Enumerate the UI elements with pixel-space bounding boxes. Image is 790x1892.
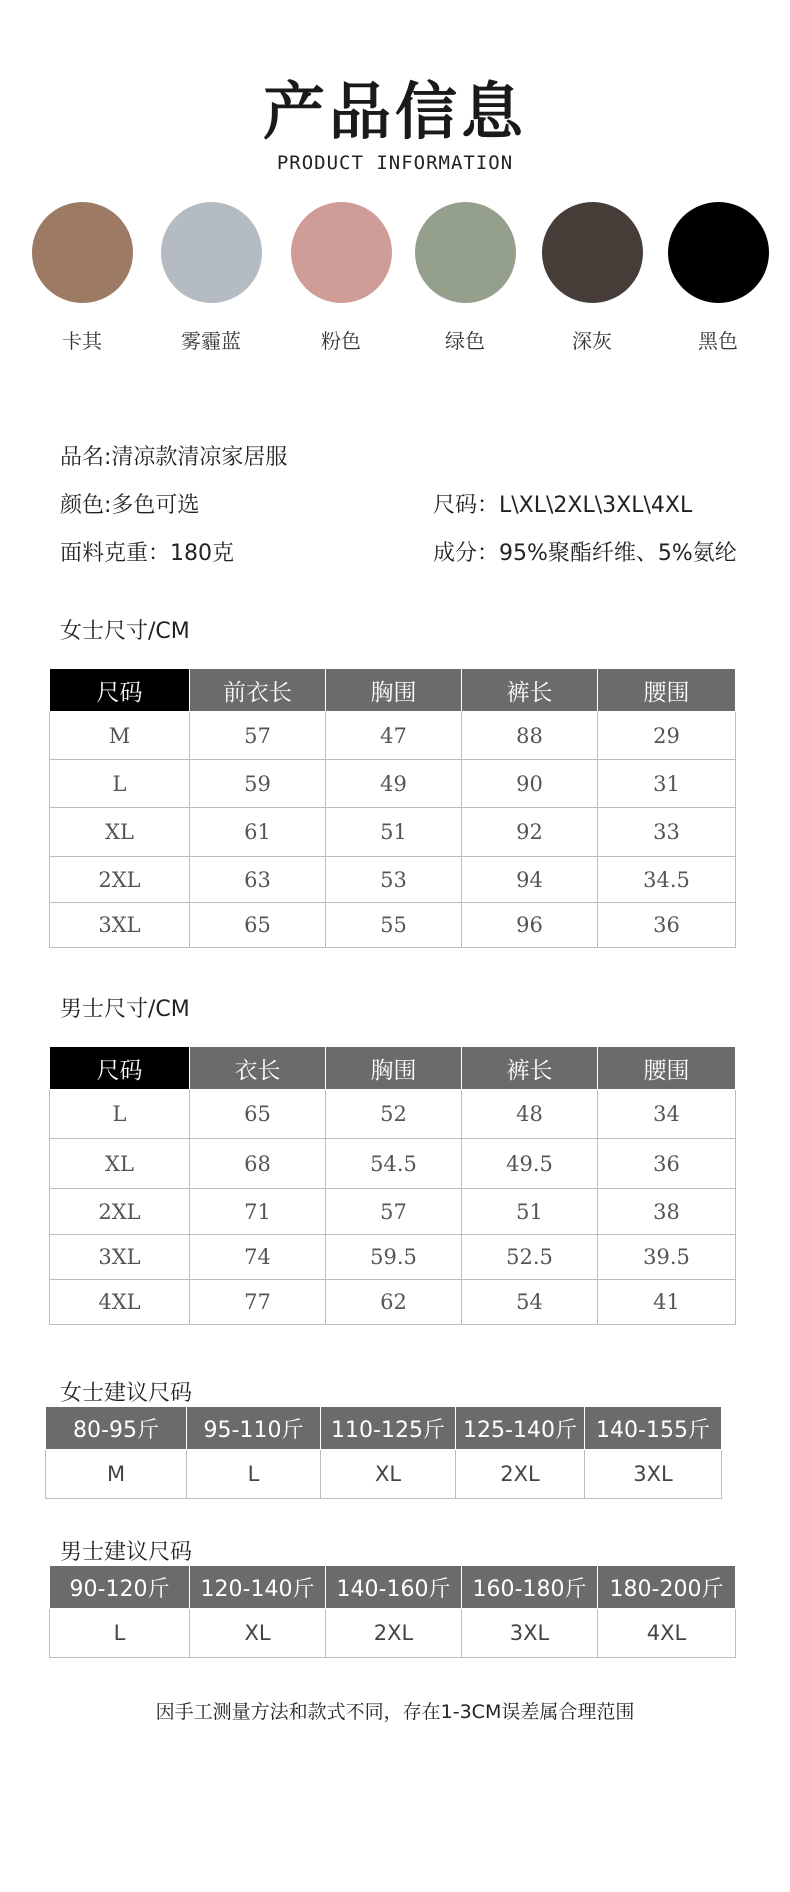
- swatch-khaki: [27, 202, 137, 352]
- men-size-title: 男士尺寸/CM: [60, 997, 190, 1022]
- table-row: [50, 1139, 736, 1189]
- header-cell: 胸围: [326, 1047, 462, 1090]
- header-cell: 裤长: [462, 1047, 598, 1090]
- table-cell: M: [46, 1450, 187, 1499]
- table-row: [50, 903, 736, 948]
- header-cell: 裤长: [462, 669, 598, 712]
- table-row: [50, 1609, 736, 1658]
- table-row: [50, 808, 736, 857]
- table-cell: 38: [598, 1189, 736, 1235]
- table-cell: 90: [462, 760, 598, 808]
- swatch-label: 雾霾蓝: [181, 329, 241, 353]
- table-cell: 77: [190, 1280, 326, 1325]
- header-cell: 前衣长: [190, 669, 326, 712]
- table-row: [50, 857, 736, 903]
- swatch-circle: [161, 202, 262, 303]
- swatch-circle: [415, 202, 516, 303]
- table-cell: 34.5: [598, 857, 736, 903]
- swatch-label: 粉色: [321, 329, 361, 353]
- table-cell: 61: [190, 808, 326, 857]
- table-cell: 53: [326, 857, 462, 903]
- table-cell: 71: [190, 1189, 326, 1235]
- table-row: [46, 1450, 722, 1499]
- swatch-label: 黑色: [698, 329, 738, 353]
- page-title: 产品信息: [262, 75, 527, 148]
- table-cell: 59.5: [326, 1235, 462, 1280]
- table-cell: 65: [190, 1090, 326, 1139]
- table-cell: 52.5: [462, 1235, 598, 1280]
- swatch-circle: [32, 202, 133, 303]
- header-cell: 腰围: [598, 669, 736, 712]
- table-cell: 36: [598, 1139, 736, 1189]
- swatch-circle: [542, 202, 643, 303]
- table-cell: 3XL: [50, 1235, 190, 1280]
- header-cell: 120-140斤: [190, 1566, 326, 1609]
- header-cell: 胸围: [326, 669, 462, 712]
- header-cell: 95-110斤: [187, 1407, 321, 1450]
- table-cell: 96: [462, 903, 598, 948]
- men-size-table: [49, 1046, 736, 1325]
- men-rec-title: 男士建议尺码: [60, 1540, 193, 1565]
- swatch-label: 卡其: [62, 329, 102, 353]
- table-cell: 88: [462, 712, 598, 760]
- swatch-pink: [286, 202, 396, 352]
- header-cell: 140-155斤: [585, 1407, 722, 1450]
- header-cell: 180-200斤: [598, 1566, 736, 1609]
- table-cell: 52: [326, 1090, 462, 1139]
- table-cell: 92: [462, 808, 598, 857]
- table-cell: 57: [326, 1189, 462, 1235]
- swatch-label: 深灰: [572, 329, 612, 353]
- table-cell: 59: [190, 760, 326, 808]
- header-cell: 尺码: [50, 669, 190, 712]
- table-cell: 55: [326, 903, 462, 948]
- table-cell: 63: [190, 857, 326, 903]
- swatch-circle: [291, 202, 392, 303]
- table-cell: L: [50, 760, 190, 808]
- table-cell: 31: [598, 760, 736, 808]
- table-cell: XL: [190, 1609, 326, 1658]
- table-header-row: [50, 1047, 736, 1090]
- table-cell: 34: [598, 1090, 736, 1139]
- table-cell: 68: [190, 1139, 326, 1189]
- header-cell: 110-125斤: [321, 1407, 456, 1450]
- table-cell: 57: [190, 712, 326, 760]
- table-header-row: [46, 1407, 722, 1450]
- table-cell: 3XL: [50, 903, 190, 948]
- table-row: [50, 1189, 736, 1235]
- table-cell: 4XL: [50, 1280, 190, 1325]
- header-cell: 160-180斤: [462, 1566, 598, 1609]
- info-product-name: 品名:清凉款清凉家居服: [60, 445, 288, 470]
- header-cell: 尺码: [50, 1047, 190, 1090]
- table-header-row: [50, 669, 736, 712]
- header-cell: 衣长: [190, 1047, 326, 1090]
- header-cell: 90-120斤: [50, 1566, 190, 1609]
- header-cell: 140-160斤: [326, 1566, 462, 1609]
- info-composition: 成分：95%聚酯纤维、5%氨纶: [433, 541, 737, 566]
- table-cell: 33: [598, 808, 736, 857]
- men-rec-table: [49, 1565, 736, 1658]
- table-row: [50, 1280, 736, 1325]
- table-cell: 29: [598, 712, 736, 760]
- table-cell: XL: [321, 1450, 456, 1499]
- table-cell: 3XL: [585, 1450, 722, 1499]
- table-cell: L: [50, 1090, 190, 1139]
- table-cell: 54: [462, 1280, 598, 1325]
- swatch-circle: [668, 202, 769, 303]
- table-cell: 51: [326, 808, 462, 857]
- table-cell: 36: [598, 903, 736, 948]
- info-color: 颜色:多色可选: [60, 493, 200, 518]
- table-cell: M: [50, 712, 190, 760]
- table-cell: 2XL: [50, 1189, 190, 1235]
- page-subtitle: PRODUCT INFORMATION: [276, 152, 514, 174]
- table-row: [50, 760, 736, 808]
- swatch-haze-blue: [156, 202, 266, 352]
- table-cell: 47: [326, 712, 462, 760]
- women-size-table: [49, 668, 736, 948]
- table-cell: 51: [462, 1189, 598, 1235]
- header-cell: 125-140斤: [456, 1407, 585, 1450]
- color-swatches: [27, 202, 767, 362]
- table-cell: 48: [462, 1090, 598, 1139]
- table-cell: 4XL: [598, 1609, 736, 1658]
- table-cell: L: [50, 1609, 190, 1658]
- table-row: [50, 712, 736, 760]
- table-cell: 74: [190, 1235, 326, 1280]
- table-cell: 65: [190, 903, 326, 948]
- swatch-dark-gray: [537, 202, 647, 352]
- women-rec-title: 女士建议尺码: [60, 1381, 193, 1406]
- table-cell: L: [187, 1450, 321, 1499]
- table-cell: 62: [326, 1280, 462, 1325]
- info-fabric-weight: 面料克重：180克: [60, 541, 234, 566]
- table-cell: 2XL: [326, 1609, 462, 1658]
- header-cell: 80-95斤: [46, 1407, 187, 1450]
- table-cell: 2XL: [456, 1450, 585, 1499]
- table-cell: 2XL: [50, 857, 190, 903]
- info-size: 尺码：L\XL\2XL\3XL\4XL: [433, 493, 693, 518]
- table-header-row: [50, 1566, 736, 1609]
- table-row: [50, 1235, 736, 1280]
- table-row: [50, 1090, 736, 1139]
- table-cell: 94: [462, 857, 598, 903]
- table-cell: 41: [598, 1280, 736, 1325]
- header-cell: 腰围: [598, 1047, 736, 1090]
- table-cell: 49: [326, 760, 462, 808]
- table-cell: 54.5: [326, 1139, 462, 1189]
- swatch-black: [663, 202, 773, 352]
- swatch-label: 绿色: [445, 329, 485, 353]
- measurement-note: 因手工测量方法和款式不同，存在1-3CM误差属合理范围: [155, 1701, 635, 1723]
- table-cell: 49.5: [462, 1139, 598, 1189]
- women-size-title: 女士尺寸/CM: [60, 619, 190, 644]
- table-cell: 39.5: [598, 1235, 736, 1280]
- women-rec-table: [45, 1406, 722, 1499]
- table-cell: 3XL: [462, 1609, 598, 1658]
- swatch-green: [410, 202, 520, 352]
- table-cell: XL: [50, 1139, 190, 1189]
- table-cell: XL: [50, 808, 190, 857]
